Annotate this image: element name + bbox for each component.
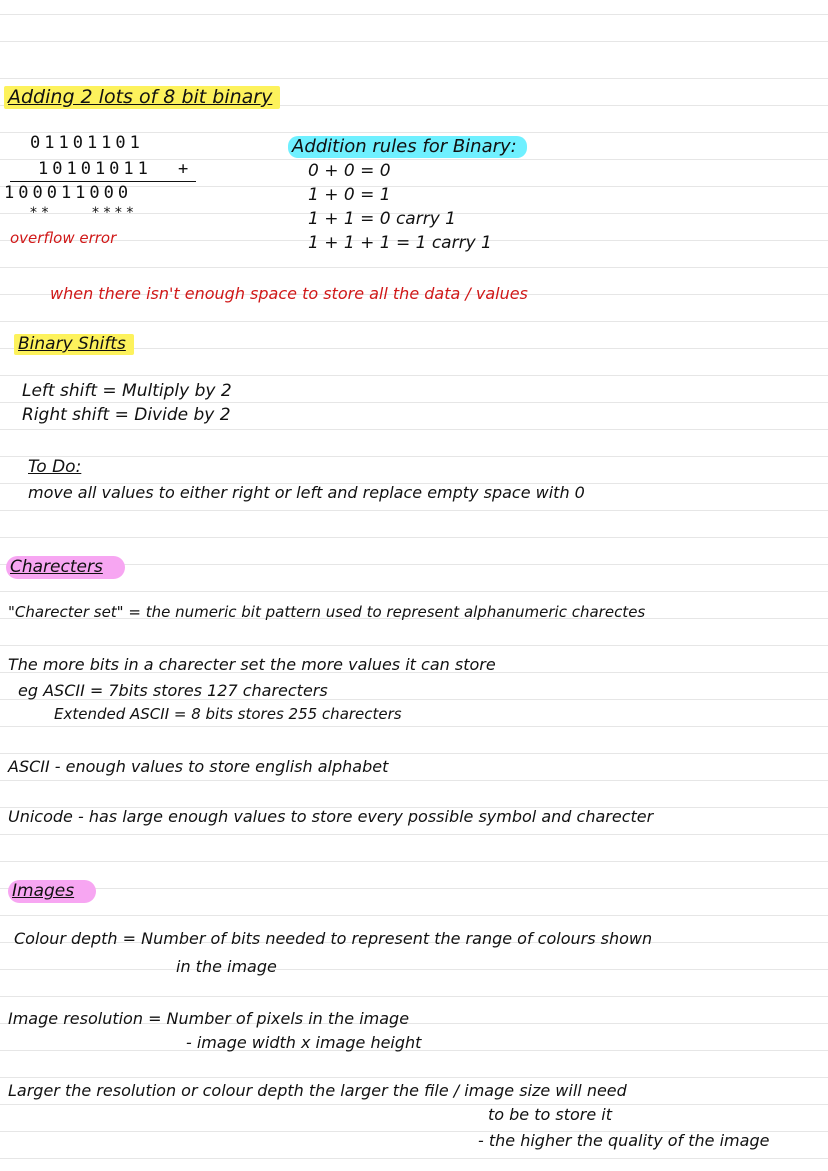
sum-line (10, 181, 196, 182)
todo-text: move all values to either right or left and replace empty space with 0 (28, 483, 585, 502)
image-resolution: Image resolution = Number of pixels in the image (8, 1009, 410, 1028)
carry-marks-a: * * (30, 205, 49, 221)
ascii-note: ASCII - enough values to store english alphabet (8, 757, 389, 776)
overflow-note: when there isn't enough space to store all the data / values (50, 284, 528, 303)
left-shift: Left shift = Multiply by 2 (22, 381, 232, 401)
carry-marks-b: * * * * (92, 205, 134, 221)
extended-ascii: Extended ASCII = 8 bits stores 255 charecters (54, 705, 402, 723)
colour-depth-cont: in the image (176, 957, 277, 976)
more-bits: The more bits in a charecter set the more values it can store (8, 655, 496, 674)
rule-1: 0 + 0 = 0 (308, 161, 391, 181)
images-heading: Images (8, 880, 96, 903)
right-shift: Right shift = Divide by 2 (22, 405, 231, 425)
characters-heading: Charecters (6, 556, 125, 579)
rule-2: 1 + 0 = 1 (308, 185, 391, 205)
plus-sign: + (178, 159, 193, 179)
larger-resolution: Larger the resolution or colour depth the larger the file / image size will need (8, 1081, 627, 1100)
larger-resolution-cont: to be to store it (488, 1105, 613, 1124)
image-resolution-cont: - image width x image height (186, 1033, 422, 1052)
overflow-label: overflow error (10, 229, 117, 247)
addend-1: 01101101 (30, 133, 144, 153)
adding-heading: Adding 2 lots of 8 bit binary (4, 86, 280, 109)
rules-heading: Addition rules for Binary: (288, 136, 527, 158)
higher-quality: - the higher the quality of the image (478, 1131, 770, 1150)
colour-depth: Colour depth = Number of bits needed to represent the range of colours shown (14, 929, 653, 948)
unicode-note: Unicode - has large enough values to store every possible symbol and charecter (8, 807, 654, 826)
ascii-example: eg ASCII = 7bits stores 127 charecters (18, 681, 328, 700)
rule-3: 1 + 1 = 0 carry 1 (308, 209, 456, 229)
charset-definition: "Charecter set" = the numeric bit pattern used to represent alphanumeric charectes (8, 603, 646, 621)
rule-4: 1 + 1 + 1 = 1 carry 1 (308, 233, 492, 253)
shifts-heading: Binary Shifts (14, 334, 134, 355)
sum-result: 100011000 (4, 183, 133, 203)
todo-heading: To Do: (28, 457, 82, 477)
addend-2: 10101011 (38, 159, 152, 179)
